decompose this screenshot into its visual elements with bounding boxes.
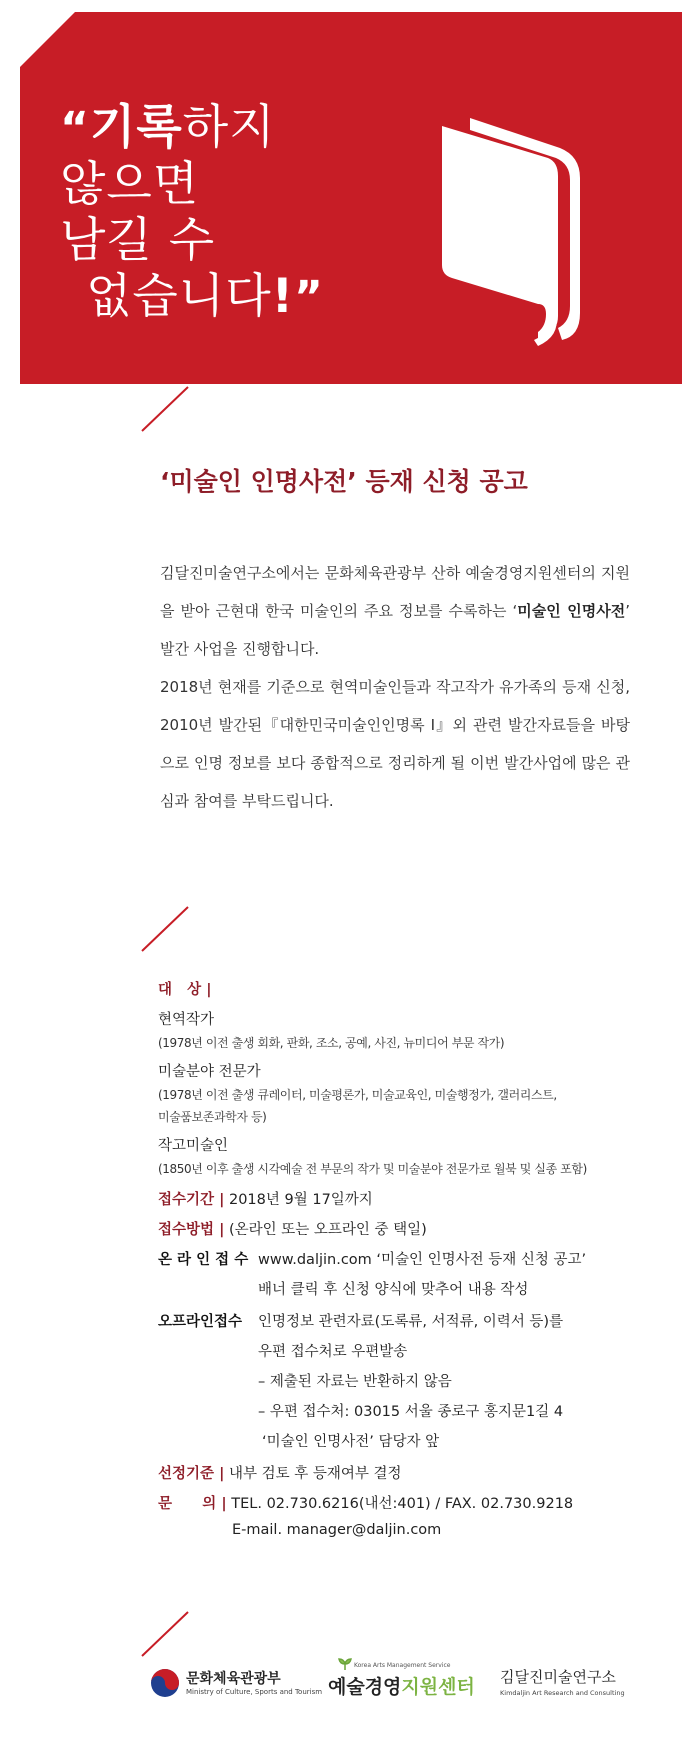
offline-line-3: – 제출된 자료는 반환하지 않음 [258, 1374, 452, 1390]
offline-label: 오프라인접수 [158, 1314, 243, 1330]
mcst-name: 문화체육관광부 [186, 1671, 281, 1687]
target-art-experts: 미술분야 전문가 [158, 1064, 261, 1080]
intro-paragraph-1: 김달진미술연구소에서는 문화체육관광부 산하 예술경영지원센터의 지원을 받아 근현대 한국 미술인의 주요 정보를 수록하는 ‘미술인 인명사전’ 발간 사업을 진행합니다. [160, 564, 630, 658]
kams-name-a: 예술경영 [328, 1676, 402, 1698]
leaf-icon [338, 1658, 352, 1670]
target-deceased-artists-note: (1850년 이후 출생 시각예술 전 부문의 작가 및 미술분야 전문가로 월북 및 실종 포함) [158, 1162, 587, 1176]
headline-keyword: 기록 [89, 100, 183, 155]
hero-headline [60, 100, 324, 326]
kams-name-b: 지원센터 [401, 1676, 475, 1698]
offline-line-2: 우편 접수처로 우편발송 [258, 1344, 408, 1360]
target-label: 대 상 | [158, 982, 212, 998]
target-deceased-artists: 작고미술인 [158, 1138, 229, 1154]
intro-text [160, 554, 630, 820]
offline-line-1: 인명정보 관련자료(도록류, 서적류, 이력서 등)를 [258, 1314, 564, 1330]
offline-line-4: – 우편 접수처: 03015 서울 종로구 홍지문1길 4 [258, 1404, 564, 1420]
sponsor-logos [150, 1656, 650, 1716]
offline-line-5: ‘미술인 인명사전’ 담당자 앞 [262, 1434, 440, 1450]
contact-label: 문 의 | [158, 1496, 227, 1512]
kimdaljin-subtitle: Kimdaljin Art Research and Consulting [500, 1689, 625, 1697]
divider-slash [140, 385, 190, 433]
online-line-1: www.daljin.com ‘미술인 인명사전 등재 신청 공고’ [258, 1252, 587, 1268]
online-line-2: 배너 클릭 후 신청 양식에 맞추어 내용 작성 [258, 1282, 529, 1298]
method-value: (온라인 또는 오프라인 중 택일) [228, 1222, 427, 1238]
criteria-label: 선정기준 | [158, 1466, 225, 1482]
period-value: 2018년 9월 17일까지 [228, 1192, 373, 1208]
target-art-experts-note-1: (1978년 이전 출생 큐레이터, 미술평론가, 미술교육인, 미술행정가, 갤러리스트, [158, 1088, 557, 1102]
divider-slash [140, 905, 190, 953]
open-quote: “ [60, 103, 90, 154]
book-icon [430, 108, 590, 352]
contact-email[interactable]: E-mail. manager@daljin.com [232, 1522, 442, 1538]
target-art-experts-note-2: 미술품보존과학자 등) [158, 1110, 267, 1124]
period-label: 접수기간 | [158, 1192, 225, 1208]
criteria-value: 내부 검토 후 등재여부 결정 [228, 1466, 402, 1482]
taegeuk-icon [150, 1668, 180, 1698]
page-title: ‘미술인 인명사전’ 등재 신청 공고 [160, 467, 528, 496]
kams-english: Korea Arts Management Service [354, 1662, 451, 1669]
headline-line3: 남길 수 [60, 213, 216, 268]
mcst-subtitle: Ministry of Culture, Sports and Tourism [186, 1688, 323, 1696]
headline-line2: 않으면 [60, 157, 200, 212]
headline-line4: 없습니다 [86, 269, 272, 324]
method-label: 접수방법 | [158, 1222, 225, 1238]
headline-line1-rest: 하지 [182, 100, 276, 155]
exclamation: ! [271, 269, 295, 324]
divider-slash [140, 1610, 190, 1658]
online-label: 온 라 인 접 수 [158, 1252, 249, 1268]
target-active-artists: 현역작가 [158, 1012, 215, 1028]
close-quote: ” [294, 272, 324, 323]
intro-paragraph-2: 2018년 현재를 기준으로 현역미술인들과 작고작가 유가족의 등재 신청, 2010년 발간된『대한민국미술인인명록 Ⅰ』외 관련 발간자료들을 바탕으로 인명 정보를 보다 종합적으로 정리하게 될 이번 발간사업에 많은 관심과 참여를 부탁드립니다. [160, 678, 630, 810]
target-active-artists-note: (1978년 이전 출생 회화, 판화, 조소, 공예, 사진, 뉴미디어 부문 작가) [158, 1036, 505, 1050]
contact-phone: TEL. 02.730.6216(내선:401) / FAX. 02.730.9218 [231, 1496, 574, 1512]
intro-bold-name: 미술인 인명사전 [517, 602, 626, 620]
kams-logo [328, 1656, 478, 1706]
kimdaljin-name: 김달진미술연구소 [500, 1668, 616, 1686]
